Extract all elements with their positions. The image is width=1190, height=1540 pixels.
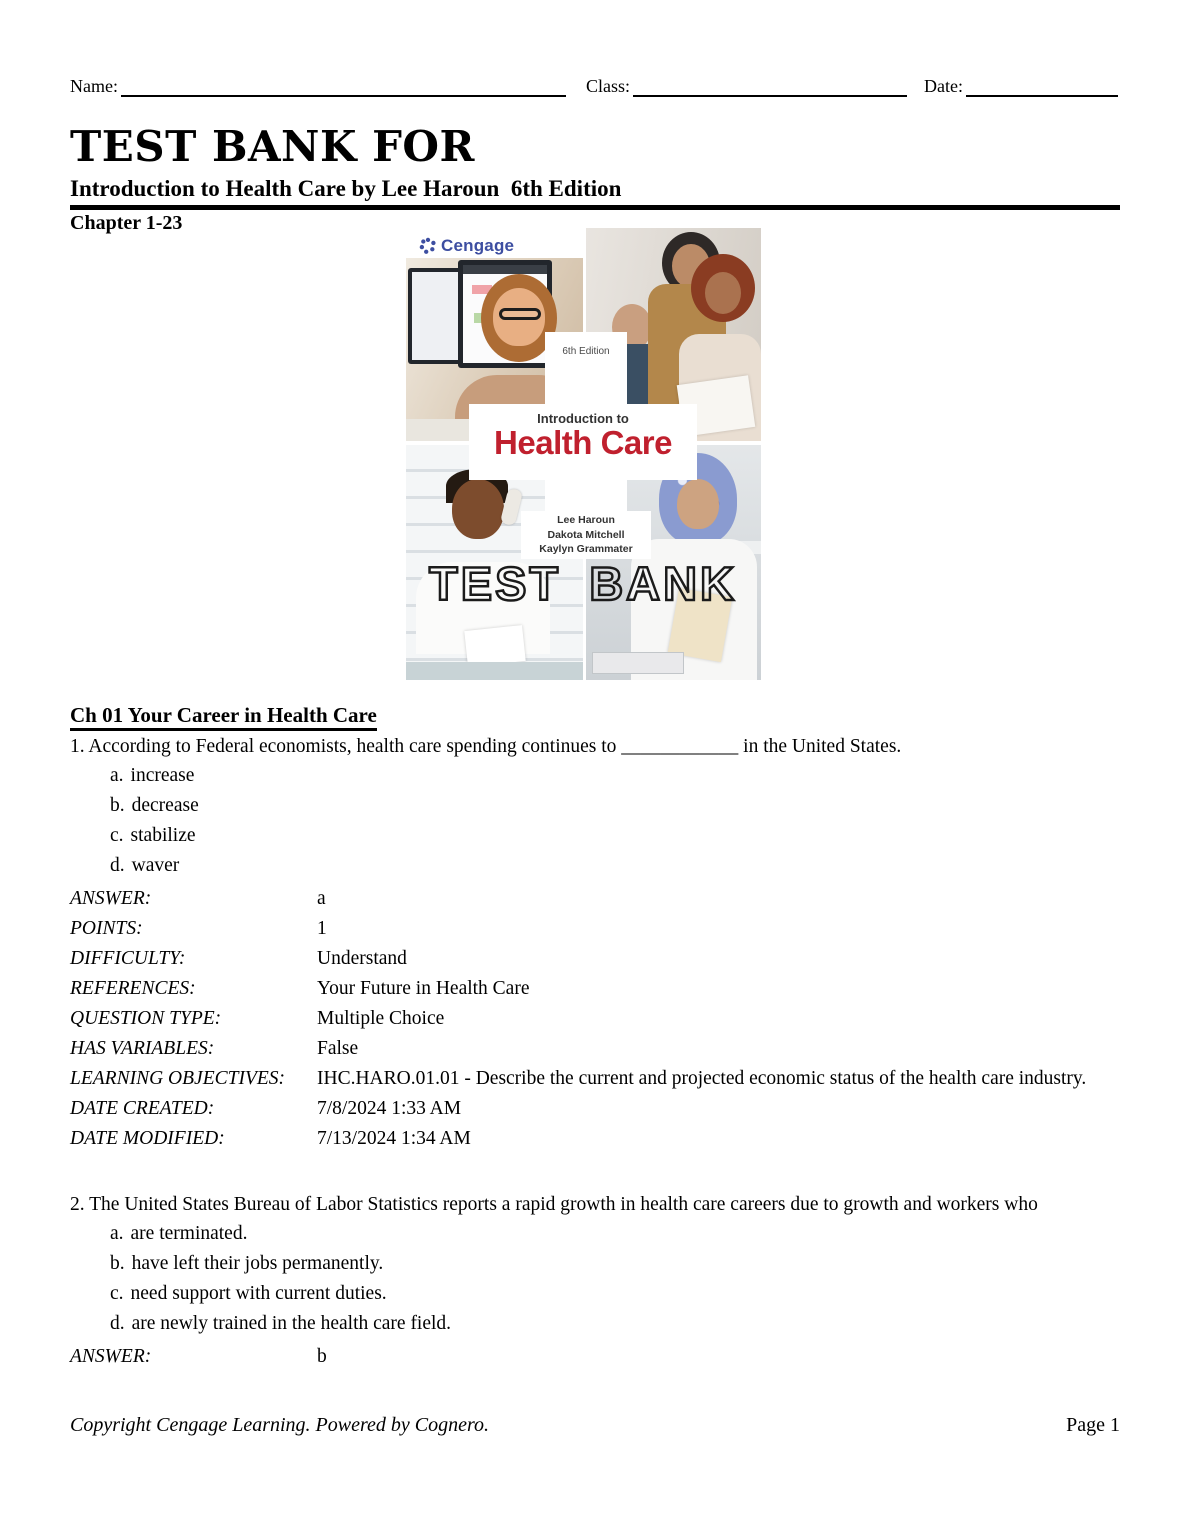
class-blank-line <box>633 76 907 97</box>
field-row-references: REFERENCES: Your Future in Health Care <box>70 978 530 999</box>
question-1-text: 1. According to Federal economists, health care spending continues to ____________ in the United States. <box>70 736 902 757</box>
author-name: Lee Haroun <box>557 514 615 526</box>
question-2-option-d: d. are newly trained in the health care field. <box>110 1313 452 1334</box>
cover-title-main: Health Care <box>494 424 672 461</box>
glasses-icon <box>499 308 541 320</box>
cengage-wordmark: Cengage <box>441 236 515 255</box>
cengage-logo <box>419 236 514 256</box>
field-row-difficulty: DIFFICULTY: Understand <box>70 948 407 969</box>
question-2-metadata <box>70 1342 1120 1372</box>
date-label: Date: <box>924 76 963 96</box>
question-1-option-d: d. waver <box>110 855 180 876</box>
monitor-spreadsheet <box>408 268 464 364</box>
chapter-range: Chapter 1-23 <box>70 212 183 234</box>
question-content <box>70 703 1120 1372</box>
name-label: Name: <box>70 76 118 96</box>
keyboard <box>592 652 684 674</box>
class-label: Class: <box>585 76 630 96</box>
question-1-option-a: a. increase <box>110 765 195 786</box>
question-1-option-b: b. decrease <box>110 795 199 816</box>
name-blank-line <box>121 76 566 97</box>
cengage-logo-icon <box>419 237 437 255</box>
cover-title <box>405 411 761 460</box>
field-row-answer: ANSWER: a <box>70 888 326 909</box>
question-1-metadata <box>70 884 1120 1154</box>
field-row-question-type: QUESTION TYPE: Multiple Choice <box>70 1008 445 1029</box>
page-footer <box>70 1414 1120 1437</box>
question-2-text: 2. The United States Bureau of Labor Statistics reports a rapid growth in health care careers due to growth and workers who <box>70 1194 1038 1215</box>
field-row-learning-objectives: LEARNING OBJECTIVES: IHC.HARO.01.01 - Describe the current and projected economic status of the health care industry. <box>70 1068 1087 1089</box>
field-row-date-modified: DATE MODIFIED: 7/13/2024 1:34 AM <box>70 1128 471 1149</box>
cover-title-top: Introduction to <box>537 411 629 426</box>
question-1 <box>70 733 1120 1154</box>
cover-authors <box>521 511 651 559</box>
author-name: Kaylyn Grammater <box>539 543 633 556</box>
author-name: Dakota Mitchell <box>547 528 625 541</box>
book-cover-image <box>405 228 761 680</box>
date-blank-line <box>966 76 1118 97</box>
question-1-option-c: c. stabilize <box>110 825 196 846</box>
field-row-date-created: DATE CREATED: 7/8/2024 1:33 AM <box>70 1098 462 1119</box>
edition-label: 6th Edition <box>562 346 610 357</box>
field-row-has-variables: HAS VARIABLES: False <box>70 1038 359 1059</box>
book-subtitle: Introduction to Health Care by Lee Haroun 6th Edition <box>70 176 1120 210</box>
section-heading: Ch 01 Your Career in Health Care <box>70 703 1120 728</box>
page-number: Page 1 <box>1066 1414 1120 1436</box>
field-row-answer: ANSWER: b <box>70 1346 327 1367</box>
question-2 <box>70 1191 1120 1372</box>
name-class-date-row <box>70 76 1120 97</box>
page-title: TEST BANK FOR <box>70 122 475 171</box>
copyright-text: Copyright Cengage Learning. Powered by Cognero. <box>70 1414 490 1436</box>
question-2-option-a: a. are terminated. <box>110 1223 248 1244</box>
question-2-option-c: c. need support with current duties. <box>110 1283 387 1304</box>
field-row-points: POINTS: 1 <box>70 918 327 939</box>
question-2-option-b: b. have left their jobs permanently. <box>110 1253 384 1274</box>
test-bank-watermark: TEST BANK <box>429 557 737 610</box>
